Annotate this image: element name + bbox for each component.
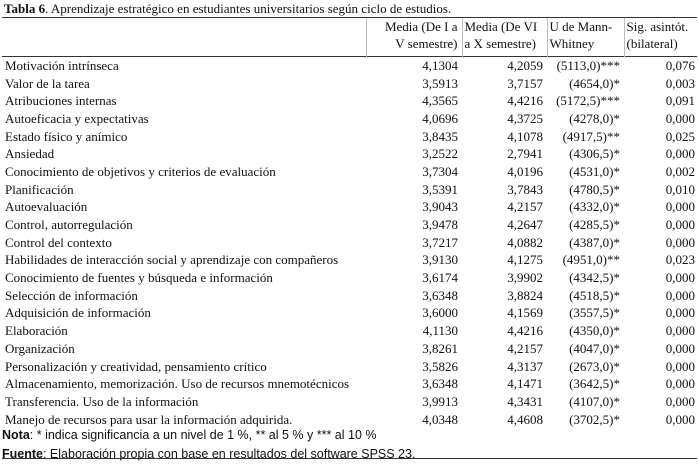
mean-2-cell: 3,7843 bbox=[507, 181, 543, 197]
mean-1-cell: 3,5826 bbox=[422, 358, 458, 374]
table-source bbox=[2, 447, 415, 462]
mean-1-cell: 3,6348 bbox=[422, 376, 458, 392]
significance-cell: 0,000 bbox=[665, 358, 695, 374]
significance-cell: 0,000 bbox=[665, 287, 695, 303]
row-label: Estado físico y anímico bbox=[5, 128, 128, 144]
table-row bbox=[2, 74, 697, 92]
row-label: Conocimiento de objetivos y criterios de evaluación bbox=[5, 163, 276, 179]
mean-2-cell: 4,1078 bbox=[507, 128, 543, 144]
mann-whitney-cell: (3642,5)* bbox=[569, 376, 620, 392]
significance-cell: 0,010 bbox=[665, 181, 695, 197]
table-row bbox=[2, 251, 697, 269]
mean-1-cell: 4,1130 bbox=[422, 323, 458, 339]
table-row bbox=[2, 304, 697, 322]
mean-2-cell: 4,2647 bbox=[507, 217, 543, 233]
table-row bbox=[2, 286, 697, 304]
row-label: Organización bbox=[5, 340, 75, 356]
note-label: Nota bbox=[2, 428, 30, 442]
mann-whitney-cell: (4917,5)** bbox=[562, 128, 620, 144]
table-note bbox=[2, 428, 377, 443]
mann-whitney-cell: (4285,5)* bbox=[569, 217, 620, 233]
significance-cell: 0,000 bbox=[665, 199, 695, 215]
mean-1-cell: 3,5391 bbox=[422, 181, 458, 197]
mann-whitney-cell: (4332,0)* bbox=[569, 199, 620, 215]
table-row bbox=[2, 233, 697, 251]
significance-cell: 0,000 bbox=[665, 110, 695, 126]
significance-cell: 0,025 bbox=[665, 128, 695, 144]
row-label: Autoevaluación bbox=[5, 199, 88, 215]
significance-cell: 0,000 bbox=[665, 323, 695, 339]
header-mean-2: Media (De VI a X semestre) bbox=[462, 18, 547, 56]
mean-2-cell: 4,4608 bbox=[507, 411, 543, 427]
mean-2-cell: 4,1471 bbox=[507, 376, 543, 392]
row-label: Manejo de recursos para usar la información adquirida. bbox=[5, 411, 293, 427]
mann-whitney-cell: (4278,0)* bbox=[569, 110, 620, 126]
table-row bbox=[2, 269, 697, 287]
significance-cell: 0,000 bbox=[665, 411, 695, 427]
table-row bbox=[2, 357, 697, 375]
table-row bbox=[2, 340, 697, 358]
mean-1-cell: 3,9043 bbox=[422, 199, 458, 215]
mean-2-cell: 3,7157 bbox=[507, 75, 543, 91]
row-label: Valor de la tarea bbox=[5, 75, 90, 91]
row-label: Autoeficacia y expectativas bbox=[5, 110, 149, 126]
row-label: Almacenamiento, memorización. Uso de recursos mnemotécnicos bbox=[5, 376, 350, 392]
table-row bbox=[2, 180, 697, 198]
table-row bbox=[2, 375, 697, 393]
mean-1-cell: 4,0696 bbox=[422, 110, 458, 126]
mean-2-cell: 4,3431 bbox=[507, 393, 543, 409]
mann-whitney-cell: (3702,5)* bbox=[569, 411, 620, 427]
row-label: Ansiedad bbox=[5, 146, 55, 162]
significance-cell: 0,002 bbox=[665, 163, 695, 179]
table-header bbox=[2, 18, 697, 56]
header-dimension bbox=[2, 18, 366, 56]
mean-1-cell: 3,9130 bbox=[422, 252, 458, 268]
mean-2-cell: 2,7941 bbox=[507, 146, 543, 162]
significance-cell: 0,000 bbox=[665, 146, 695, 162]
mean-1-cell: 4,3565 bbox=[422, 93, 458, 109]
header-mann-whitney: U de Mann- Whitney bbox=[547, 18, 624, 56]
significance-cell: 0,000 bbox=[665, 270, 695, 286]
mean-2-cell: 3,9902 bbox=[507, 270, 543, 286]
mann-whitney-cell: (5113,0)*** bbox=[556, 57, 620, 73]
mean-2-cell: 4,3725 bbox=[507, 110, 543, 126]
row-label: Control, autorregulación bbox=[5, 217, 133, 233]
mann-whitney-cell: (4350,0)* bbox=[569, 323, 620, 339]
mann-whitney-cell: (4342,5)* bbox=[569, 270, 620, 286]
row-label: Elaboración bbox=[5, 323, 68, 339]
mean-1-cell: 3,2522 bbox=[422, 146, 458, 162]
results-table bbox=[2, 18, 697, 428]
mean-2-cell: 4,2157 bbox=[507, 199, 543, 215]
row-label: Transferencia. Uso de la información bbox=[5, 393, 199, 409]
row-label: Habilidades de interacción social y aprendizaje con compañeros bbox=[5, 252, 339, 268]
note-text: : * indica significancia a un nivel de 1 %, ** al 5 % y *** al 10 % bbox=[29, 428, 377, 442]
significance-cell: 0,000 bbox=[665, 305, 695, 321]
mean-2-cell: 4,1275 bbox=[507, 252, 543, 268]
mean-2-cell: 4,4216 bbox=[507, 323, 543, 339]
mann-whitney-cell: (4654,0)* bbox=[569, 75, 620, 91]
table-title bbox=[4, 1, 451, 17]
mann-whitney-cell: (4951,0)** bbox=[562, 252, 620, 268]
mean-2-cell: 4,1569 bbox=[507, 305, 543, 321]
mean-1-cell: 3,9913 bbox=[422, 393, 458, 409]
row-label: Selección de información bbox=[5, 287, 138, 303]
mann-whitney-cell: (4531,0)* bbox=[569, 163, 620, 179]
mean-1-cell: 3,7217 bbox=[422, 234, 458, 250]
table-row bbox=[2, 216, 697, 234]
table-row bbox=[2, 163, 697, 181]
table-number: Tabla 6 bbox=[4, 1, 46, 16]
source-text: : Elaboración propia con base en resultados del software SPSS 23. bbox=[42, 447, 416, 461]
row-label: Atribuciones internas bbox=[5, 93, 117, 109]
mean-1-cell: 3,8435 bbox=[422, 128, 458, 144]
row-label: Adquisición de información bbox=[5, 305, 151, 321]
mann-whitney-cell: (4047,0)* bbox=[569, 340, 620, 356]
header-significance: Sig. asintót. (bilateral) bbox=[624, 18, 697, 56]
significance-cell: 0,000 bbox=[665, 340, 695, 356]
table-row bbox=[2, 145, 697, 163]
significance-cell: 0,076 bbox=[665, 57, 695, 73]
table-row bbox=[2, 110, 697, 128]
mann-whitney-cell: (5172,5)*** bbox=[556, 93, 620, 109]
mean-2-cell: 4,0882 bbox=[507, 234, 543, 250]
significance-cell: 0,000 bbox=[665, 217, 695, 233]
table-row bbox=[2, 393, 697, 411]
mean-1-cell: 3,6348 bbox=[422, 287, 458, 303]
table-row bbox=[2, 410, 697, 428]
mann-whitney-cell: (2673,0)* bbox=[569, 358, 620, 374]
significance-cell: 0,000 bbox=[665, 393, 695, 409]
mann-whitney-cell: (4518,5)* bbox=[569, 287, 620, 303]
significance-cell: 0,000 bbox=[665, 234, 695, 250]
significance-cell: 0,023 bbox=[665, 252, 695, 268]
table-row bbox=[2, 127, 697, 145]
significance-cell: 0,091 bbox=[665, 93, 695, 109]
mean-1-cell: 4,0348 bbox=[422, 411, 458, 427]
mean-2-cell: 4,2059 bbox=[507, 57, 543, 73]
row-label: Motivación intrínseca bbox=[5, 57, 119, 73]
mann-whitney-cell: (4780,5)* bbox=[569, 181, 620, 197]
table-caption: . Aprendizaje estratégico en estudiantes universitarios según ciclo de estudios. bbox=[45, 1, 452, 16]
mean-1-cell: 3,5913 bbox=[422, 75, 458, 91]
mean-1-cell: 3,9478 bbox=[422, 217, 458, 233]
significance-cell: 0,000 bbox=[665, 376, 695, 392]
row-label: Conocimiento de fuentes y búsqueda e información bbox=[5, 270, 273, 286]
table-row bbox=[2, 92, 697, 110]
mean-2-cell: 4,2157 bbox=[507, 340, 543, 356]
mean-1-cell: 4,1304 bbox=[422, 57, 458, 73]
mann-whitney-cell: (3557,5)* bbox=[569, 305, 620, 321]
mann-whitney-cell: (4107,0)* bbox=[569, 393, 620, 409]
mann-whitney-cell: (4387,0)* bbox=[569, 234, 620, 250]
table-body bbox=[2, 56, 697, 428]
mean-2-cell: 3,8824 bbox=[507, 287, 543, 303]
header-mean-1: Media (De I a V semestre) bbox=[366, 18, 462, 56]
mean-1-cell: 3,6174 bbox=[422, 270, 458, 286]
table-row bbox=[2, 322, 697, 340]
row-label: Control del contexto bbox=[5, 234, 112, 250]
mean-1-cell: 3,7304 bbox=[422, 163, 458, 179]
mann-whitney-cell: (4306,5)* bbox=[569, 146, 620, 162]
table-row bbox=[2, 198, 697, 216]
mean-2-cell: 4,3137 bbox=[507, 358, 543, 374]
source-label: Fuente bbox=[2, 447, 43, 461]
table-row bbox=[2, 56, 697, 74]
row-label: Personalización y creatividad, pensamiento crítico bbox=[5, 358, 267, 374]
mean-1-cell: 3,6000 bbox=[422, 305, 458, 321]
mean-2-cell: 4,0196 bbox=[507, 163, 543, 179]
row-label: Planificación bbox=[5, 181, 74, 197]
mean-2-cell: 4,4216 bbox=[507, 93, 543, 109]
mean-1-cell: 3,8261 bbox=[422, 340, 458, 356]
significance-cell: 0,003 bbox=[665, 75, 695, 91]
